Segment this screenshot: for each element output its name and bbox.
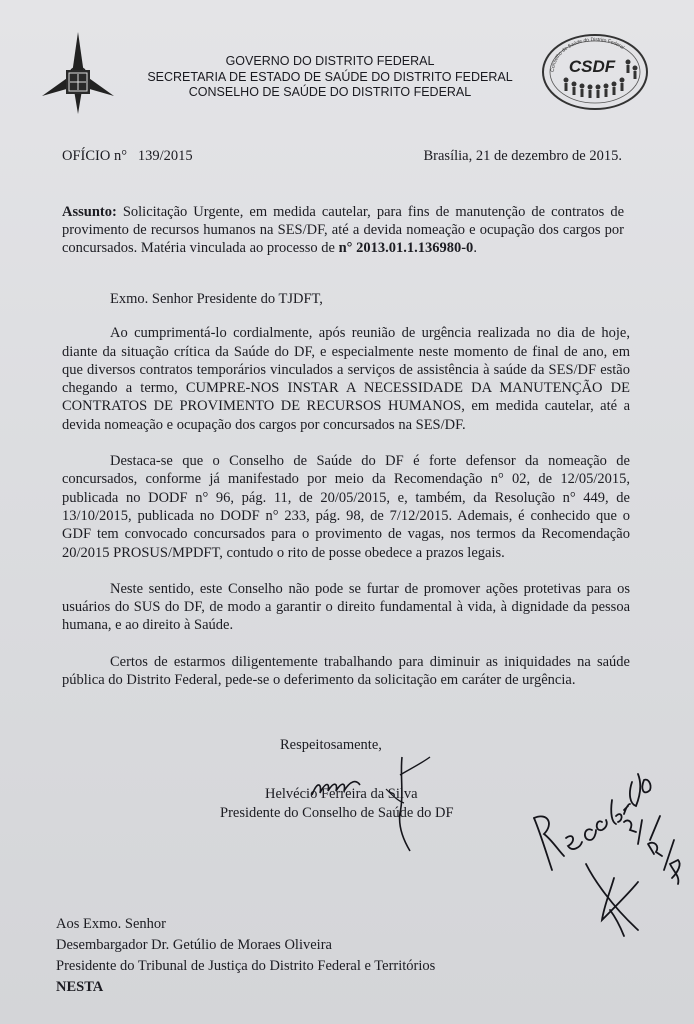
signer-name: Helvécio Ferreira da Silva (265, 786, 418, 802)
oficio-label: OFÍCIO n° (62, 148, 128, 164)
paragraph-1: Ao cumprimentá-lo cordialmente, após reunião de urgência realizada no dia de hoje, diante da situação crítica da Saúde do DF, e especialmente neste momento de final de ano, em que diversos contratos temporários vinculados a serviços de assistência à saúde da SES/DF estão chegando a termo, CUMPRE-NOS INSTAR A NECESSIDADE DA MANUTENÇÃO DE CONTRATOS DE PROVIMENTO DE RECURSOS HUMANOS, em medida cautelar, até a devida nomeação e ocupação dos cargos por concursados na SES/DF. (62, 325, 630, 433)
paragraph-3: Neste sentido, este Conselho não pode se furtar de promover ações protetivas para os usuários do SUS do DF, de modo a garantir o direito fundamental à vida, à dignidade da pessoa humana, e ao direito à Saúde. (62, 580, 630, 634)
paragraph-4: Certos de estarmos diligentemente trabalhando para diminuir as iniquidades na saúde pública do Distrito Federal, pede-se o deferimento da solicitação em caráter de urgência. (62, 653, 630, 689)
logo-ring-text: Conselho de Saúde do Distrito Federal (549, 36, 626, 73)
letterhead-line-2: SECRETARIA DE ESTADO DE SAÚDE DO DISTRITO FEDERAL (147, 69, 513, 84)
addressee-line-1: Aos Exmo. Senhor (56, 916, 166, 932)
addressee-line-2: Desembargador Dr. Getúlio de Moraes Oliveira (56, 937, 332, 953)
oficio-number: 139/2015 (137, 148, 193, 164)
handwritten-signature (300, 755, 440, 855)
csdf-logo (540, 32, 650, 112)
paragraph-2: Destaca-se que o Conselho de Saúde do DF é forte defensor da nomeação de concursados, conforme já manifestado por meio da Recomendação n° 02, de 12/05/2015, publicada no DODF n° 96, pág. 11, de 20/05/2015, e, também, da Resolução n° 449, de 13/10/2015, publicada no DODF n° 233, pág. 98, de 7/12/2015. Ademais, é conhecido que o GDF tem convocado concursados para o provimento de vagas, nos termos da Recomendação 20/2015 PROSUS/MPDFT, contudo o rito de posse obedece a prazos legais. (62, 453, 630, 561)
addressee-block (56, 914, 576, 998)
subject-label: Assunto: (62, 204, 117, 220)
letterhead-line-3: CONSELHO DE SAÚDE DO DISTRITO FEDERAL (188, 85, 472, 99)
addressee-line-3: Presidente do Tribunal de Justiça do Distrito Federal e Territórios (56, 958, 436, 974)
subject-end: . (473, 240, 477, 256)
addressee-line-4: NESTA (56, 979, 104, 995)
subject-text: Solicitação Urgente, em medida cautelar, para fins de manutenção de contratos de provimento de recursos humanos na SES/DF, até a devida nomeação e ocupação dos cargos por concursados. Matéria vinculada ao processo de (62, 204, 625, 256)
subject-block (62, 203, 624, 257)
brasilia-crest-icon (40, 30, 116, 114)
letterhead (130, 54, 530, 101)
logo-text: CSDF (568, 57, 616, 76)
letter-body (62, 290, 630, 689)
letterhead-line-1: GOVERNO DO DISTRITO FEDERAL (225, 54, 435, 68)
closing: Respeitosamente, (280, 737, 382, 753)
received-annotation (520, 760, 690, 945)
process-number: n° 2013.01.1.136980-0 (338, 240, 474, 256)
salutation: Exmo. Senhor Presidente do TJDFT, (110, 291, 323, 307)
oficio-number-line (62, 148, 193, 165)
signer-title: Presidente do Conselho de Saúde do DF (220, 805, 454, 821)
letter-date: Brasília, 21 de dezembro de 2015. (423, 148, 622, 164)
